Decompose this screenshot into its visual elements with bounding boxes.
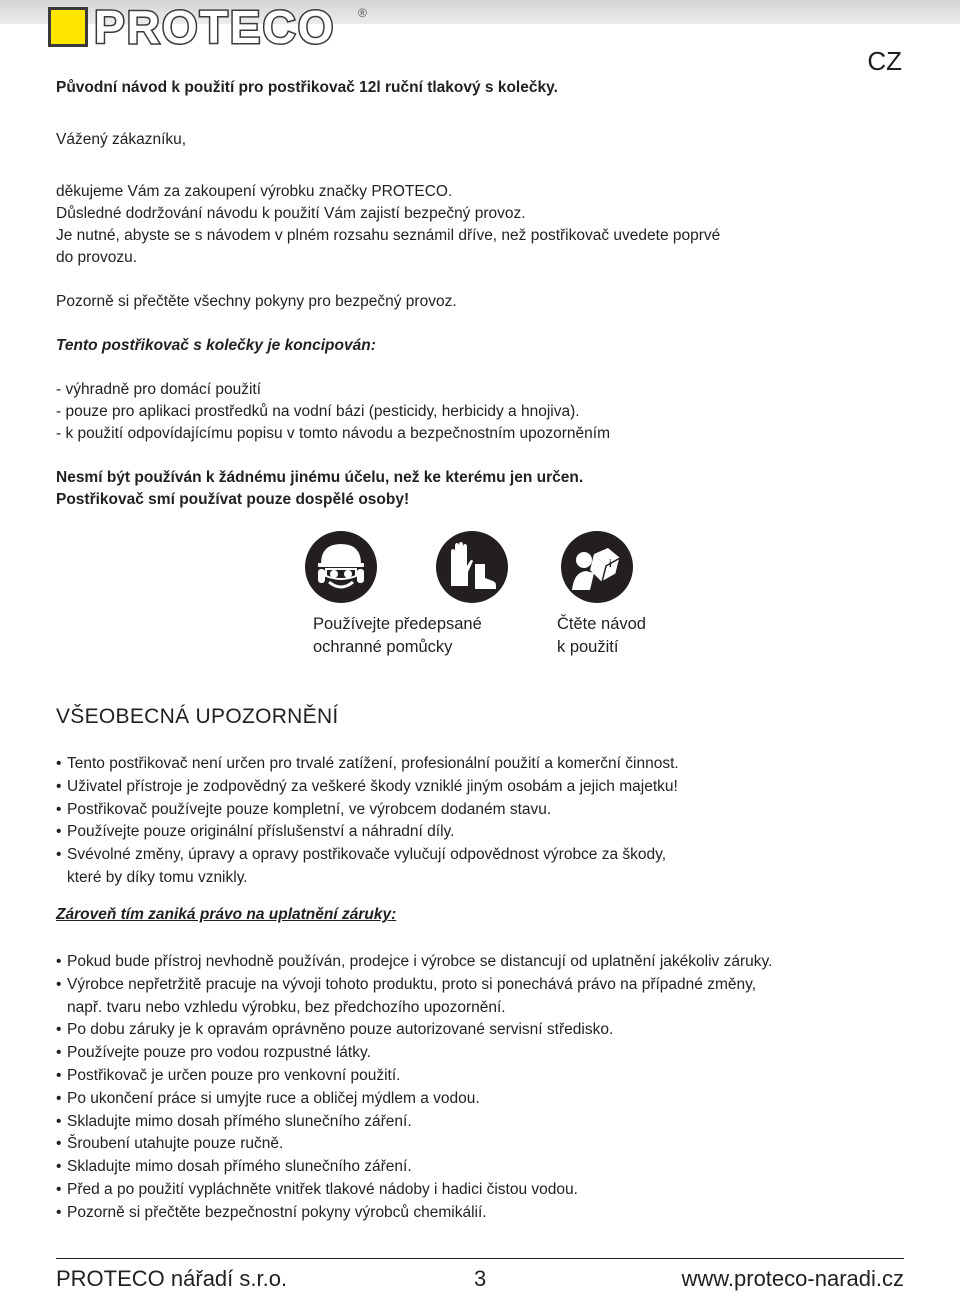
read-manual-caption	[557, 613, 646, 659]
list-item: • Pokud bude přístroj nevhodně používán, prodejce i výrobce se distancují od uplatnění jakékoliv záruky.	[56, 951, 936, 974]
brand-logo	[48, 0, 335, 54]
manual-caption-line-1: Čtěte návod	[557, 615, 646, 633]
intro-section	[56, 77, 916, 511]
thanks-line-4: do provozu.	[56, 249, 137, 266]
manual-caption-line-2: k použití	[557, 638, 619, 656]
list-item: • Tento postřikovač není určen pro trvalé zatížení, profesionální použití a komerční činnost.	[56, 753, 936, 776]
footer-website: www.proteco-naradi.cz	[681, 1266, 904, 1291]
warranty-list	[56, 951, 936, 1225]
list-item: • Šroubení utahujte pouze ručně.	[56, 1133, 936, 1156]
thanks-line-3: Je nutné, abyste se s návodem v plném rozsahu seznámil dříve, než postřikovač uvedete poprvé	[56, 227, 721, 244]
greeting: Vážený zákazníku,	[56, 131, 187, 148]
read-manual-icon	[560, 530, 634, 604]
list-item: • Skladujte mimo dosah přímého slunečního záření.	[56, 1156, 936, 1179]
designed-item-1: - výhradně pro domácí použití	[56, 381, 262, 398]
usage-warning-1: Nesmí být používán k žádnému jinému účelu, než ke kterému jen určen.	[56, 469, 584, 486]
list-item: • Po ukončení práce si umyjte ruce a obličej mýdlem a vodou.	[56, 1088, 936, 1111]
designed-item-2: - pouze pro aplikaci prostředků na vodní bázi (pesticidy, herbicidy a hnojiva).	[56, 403, 580, 420]
general-warnings-heading: VŠEOBECNÁ UPOZORNĚNÍ	[56, 705, 339, 728]
list-item: • Svévolné změny, úpravy a opravy postřikovače vylučují odpovědnost výrobce za škody, které by díky tomu vznikly.	[56, 844, 936, 890]
usage-warning-2: Postřikovač smí používat pouze dospělé osoby!	[56, 491, 410, 508]
list-item: • Používejte pouze originální příslušenství a náhradní díly.	[56, 821, 936, 844]
list-item: • Používejte pouze pro vodou rozpustné látky.	[56, 1042, 936, 1065]
list-item: • Výrobce nepřetržitě pracuje na vývoji tohoto produktu, proto si ponechává právo na případné změny, např. tvaru nebo vzhledu výrobku, bez předchozího upozornění.	[56, 974, 936, 1020]
registered-mark: ®	[358, 6, 367, 20]
footer-company: PROTECO nářadí s.r.o.	[56, 1266, 288, 1291]
helmet-visor-earmuffs-icon	[304, 530, 378, 604]
list-item: • Postřikovač je určen pouze pro venkovní použití.	[56, 1065, 936, 1088]
svg-text:i: i	[609, 559, 612, 570]
protective-caption-line-2: ochranné pomůcky	[313, 638, 453, 656]
thanks-line-1: děkujeme Vám za zakoupení výrobku značky PROTECO.	[56, 183, 453, 200]
list-item: • Pozorně si přečtěte bezpečnostní pokyny výrobců chemikálií.	[56, 1202, 936, 1225]
list-item: • Postřikovač používejte pouze kompletní, ve výrobcem dodaném stavu.	[56, 799, 936, 822]
list-item: • Skladujte mimo dosah přímého slunečního záření.	[56, 1111, 936, 1134]
page-number: 3	[474, 1266, 487, 1291]
safety-icons	[0, 530, 960, 610]
list-item: • Před a po použití vypláchněte vnitřek tlakové nádoby i hadici čistou vodou.	[56, 1179, 936, 1202]
gloves-boots-icon	[435, 530, 509, 604]
designed-item-3: - k použití odpovídajícímu popisu v tomto návodu a bezpečnostním upozorněním	[56, 425, 611, 442]
thanks-line-2: Důsledné dodržování návodu k použití Vám zajistí bezpečný provoz.	[56, 205, 526, 222]
logo-square	[48, 7, 88, 47]
list-item: • Po dobu záruky je k opravám oprávněno pouze autorizované servisní středisko.	[56, 1019, 936, 1042]
footer-divider	[56, 1258, 904, 1259]
protective-caption-line-1: Používejte předepsané	[313, 615, 482, 633]
designed-heading: Tento postřikovač s kolečky je koncipován:	[56, 337, 376, 354]
read-all-instructions: Pozorně si přečtěte všechny pokyny pro bezpečný provoz.	[56, 293, 457, 310]
warranty-heading: Zároveň tím zaniká právo na uplatnění záruky:	[56, 906, 397, 923]
logo-text: PROTECO	[94, 1, 336, 53]
general-warnings-list	[56, 753, 936, 890]
list-item: • Uživatel přístroje je zodpovědný za veškeré škody vzniklé jiným osobám a jejich majetku!	[56, 776, 936, 799]
language-code: CZ	[867, 46, 902, 76]
protective-equipment-caption	[313, 613, 482, 659]
document-title: Původní návod k použití pro postřikovač 12l ruční tlakový s kolečky.	[56, 79, 558, 96]
